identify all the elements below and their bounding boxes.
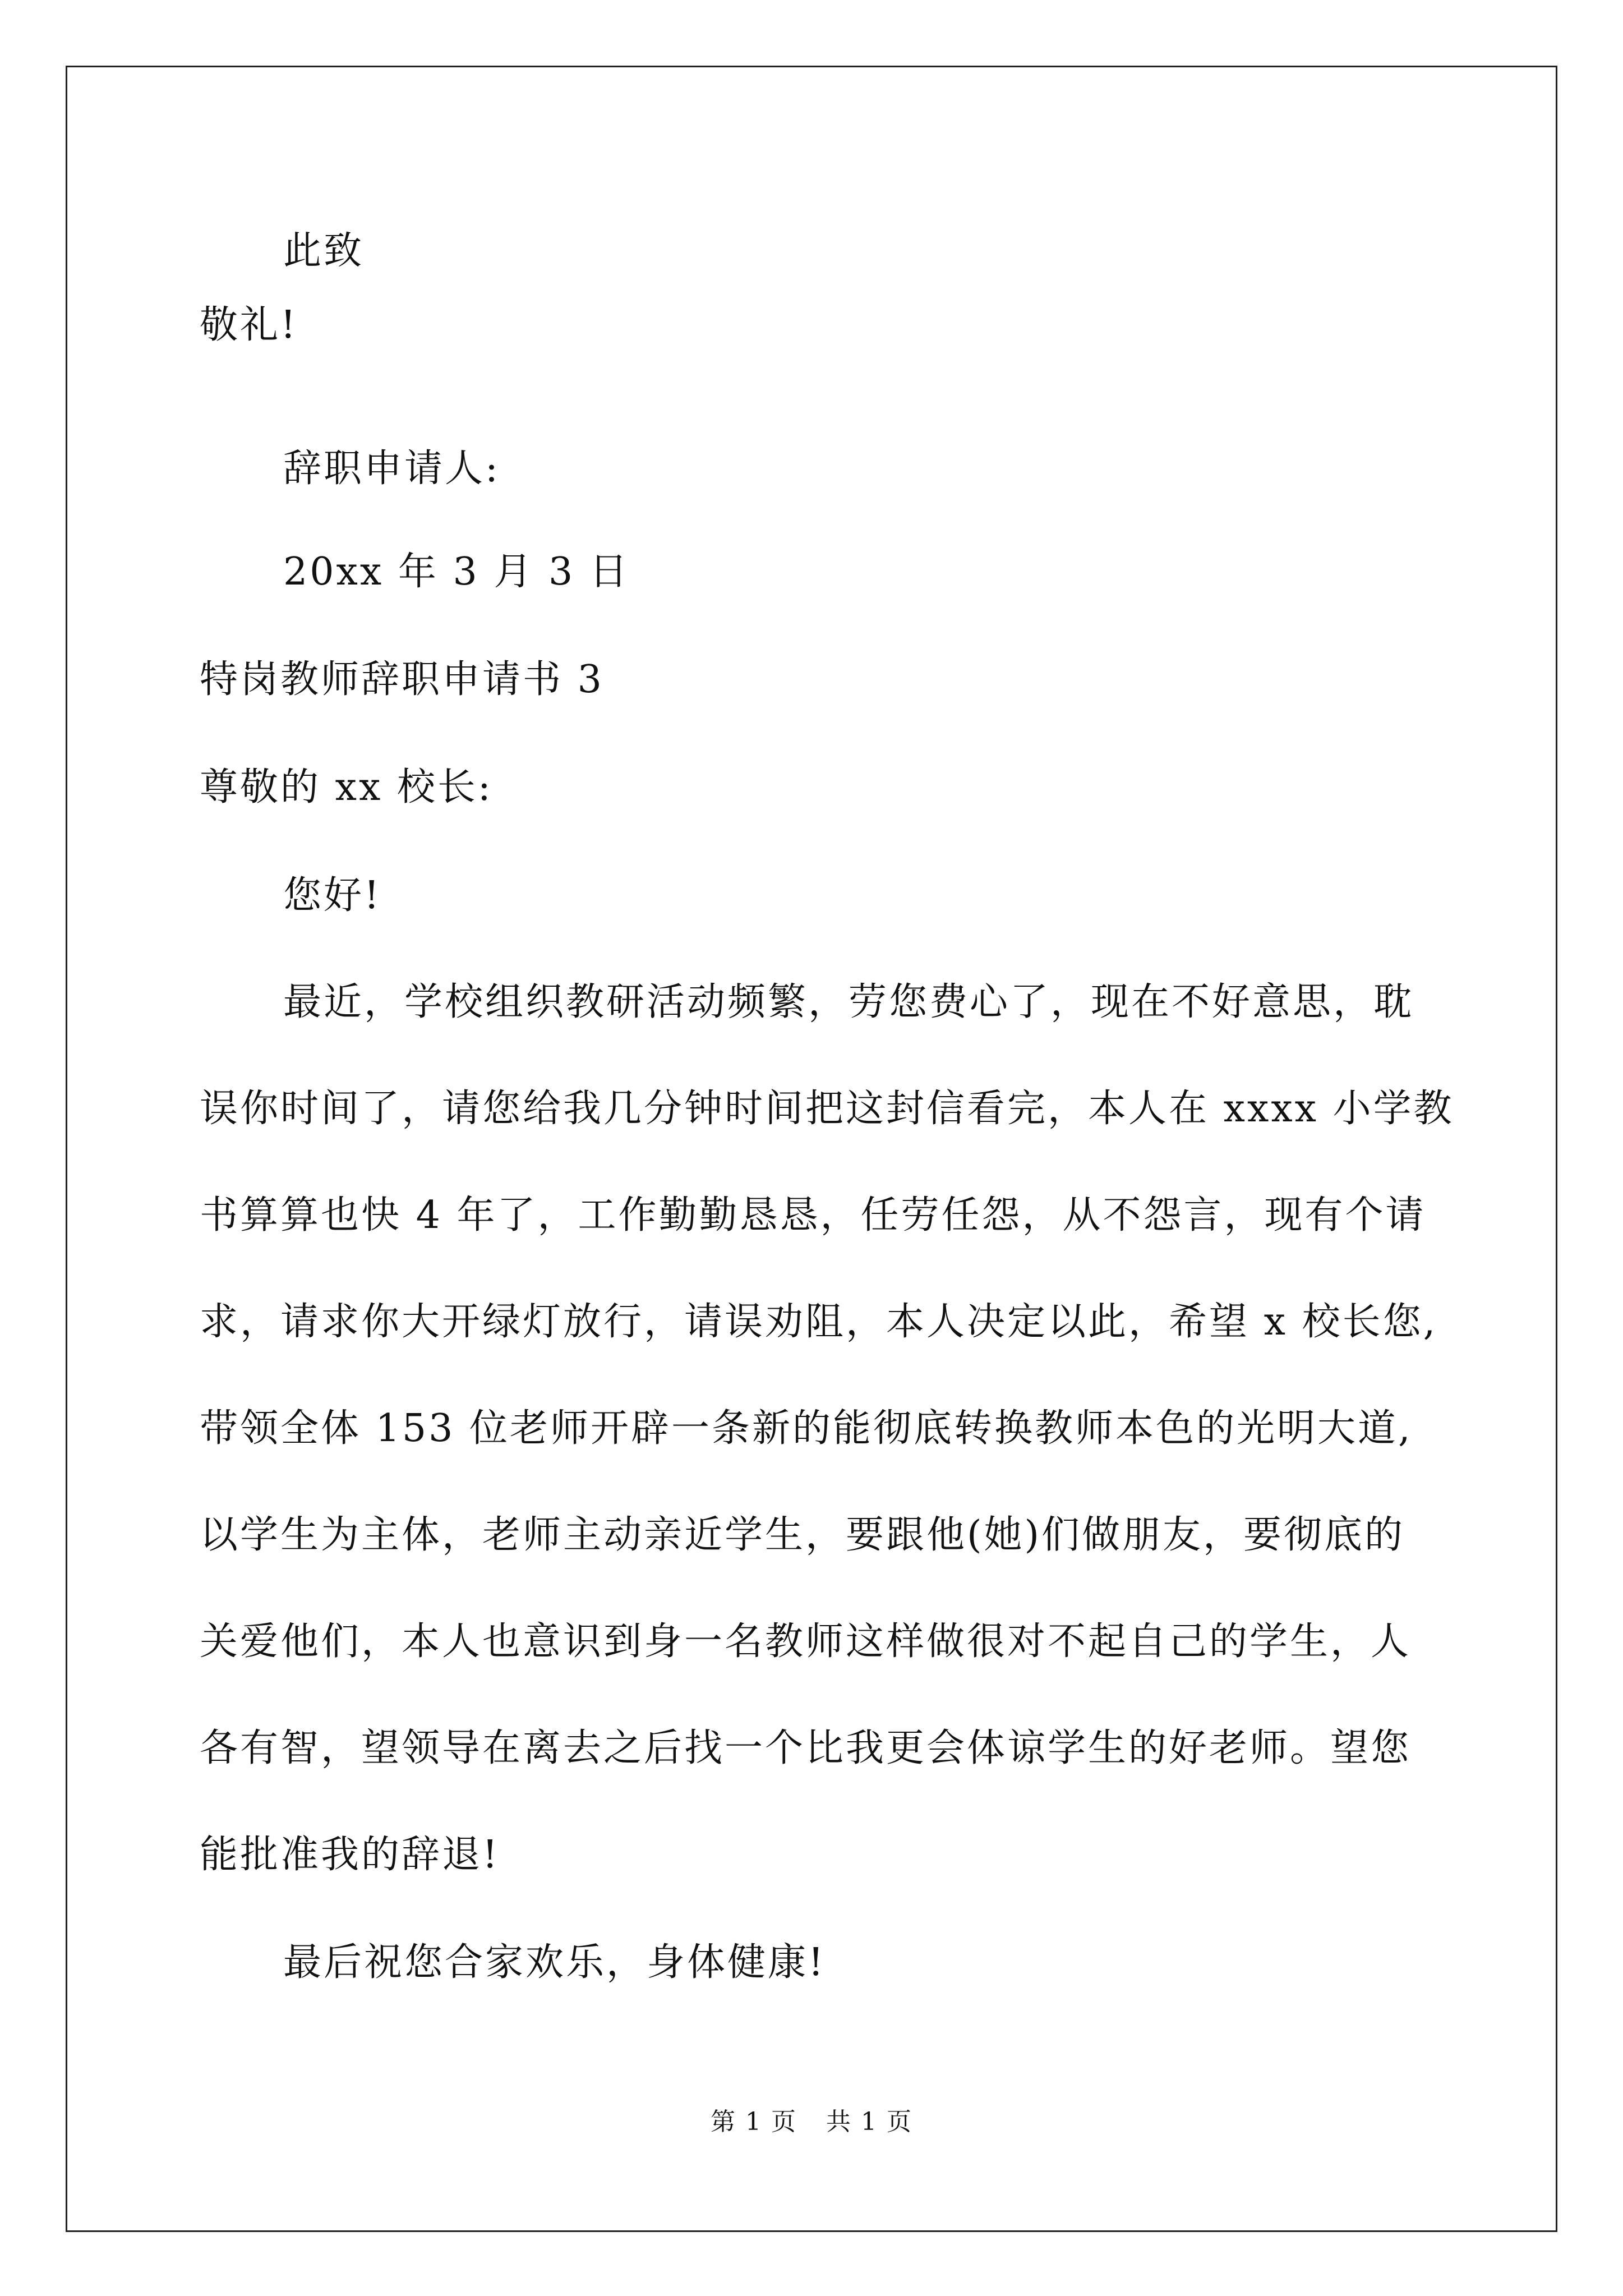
- page-number: 第 1 页: [711, 2108, 797, 2136]
- body-paragraph-line: 误你时间了，请您给我几分钟时间把这封信看完，本人在 xxxx 小学教: [200, 1087, 1454, 1131]
- page-total: 共 1 页: [826, 2108, 912, 2136]
- section-title: 特岗教师辞职申请书 3: [200, 657, 604, 702]
- applicant-label: 辞职申请人:: [283, 447, 500, 491]
- closing-wish: 最后祝您合家欢乐，身体健康!: [283, 1940, 826, 1985]
- salutation-closing: 此致: [283, 229, 365, 273]
- body-paragraph-line: 能批准我的辞退!: [200, 1833, 500, 1877]
- body-paragraph-line: 带领全体 153 位老师开辟一条新的能彻底转换教师本色的光明大道,: [200, 1406, 1413, 1451]
- date-line: 20xx 年 3 月 3 日: [283, 550, 630, 594]
- greeting-hello: 您好!: [283, 873, 382, 918]
- body-paragraph-line: 各有智，望领导在离去之后找一个比我更会体谅学生的好老师。望您: [200, 1726, 1412, 1770]
- body-paragraph-line: 最近，学校组织教研活动频繁，劳您费心了，现在不好意思，耽: [283, 980, 1414, 1024]
- regards-line: 敬礼!: [200, 303, 298, 347]
- body-paragraph-line: 关爱他们，本人也意识到身一名教师这样做很对不起自己的学生，人: [200, 1619, 1412, 1664]
- greeting-recipient: 尊敬的 xx 校长:: [200, 765, 493, 809]
- body-paragraph-line: 书算算也快 4 年了，工作勤勤恳恳，任劳任怨，从不怨言，现有个请: [200, 1193, 1426, 1237]
- body-paragraph-line: 求，请求你大开绿灯放行，请误劝阻，本人决定以此，希望 x 校长您,: [200, 1300, 1438, 1344]
- page-border: [66, 66, 1557, 2232]
- body-paragraph-line: 以学生为主体，老师主动亲近学生，要跟他(她)们做朋友，要彻底的: [200, 1513, 1405, 1557]
- page-footer: [0, 2106, 1623, 2138]
